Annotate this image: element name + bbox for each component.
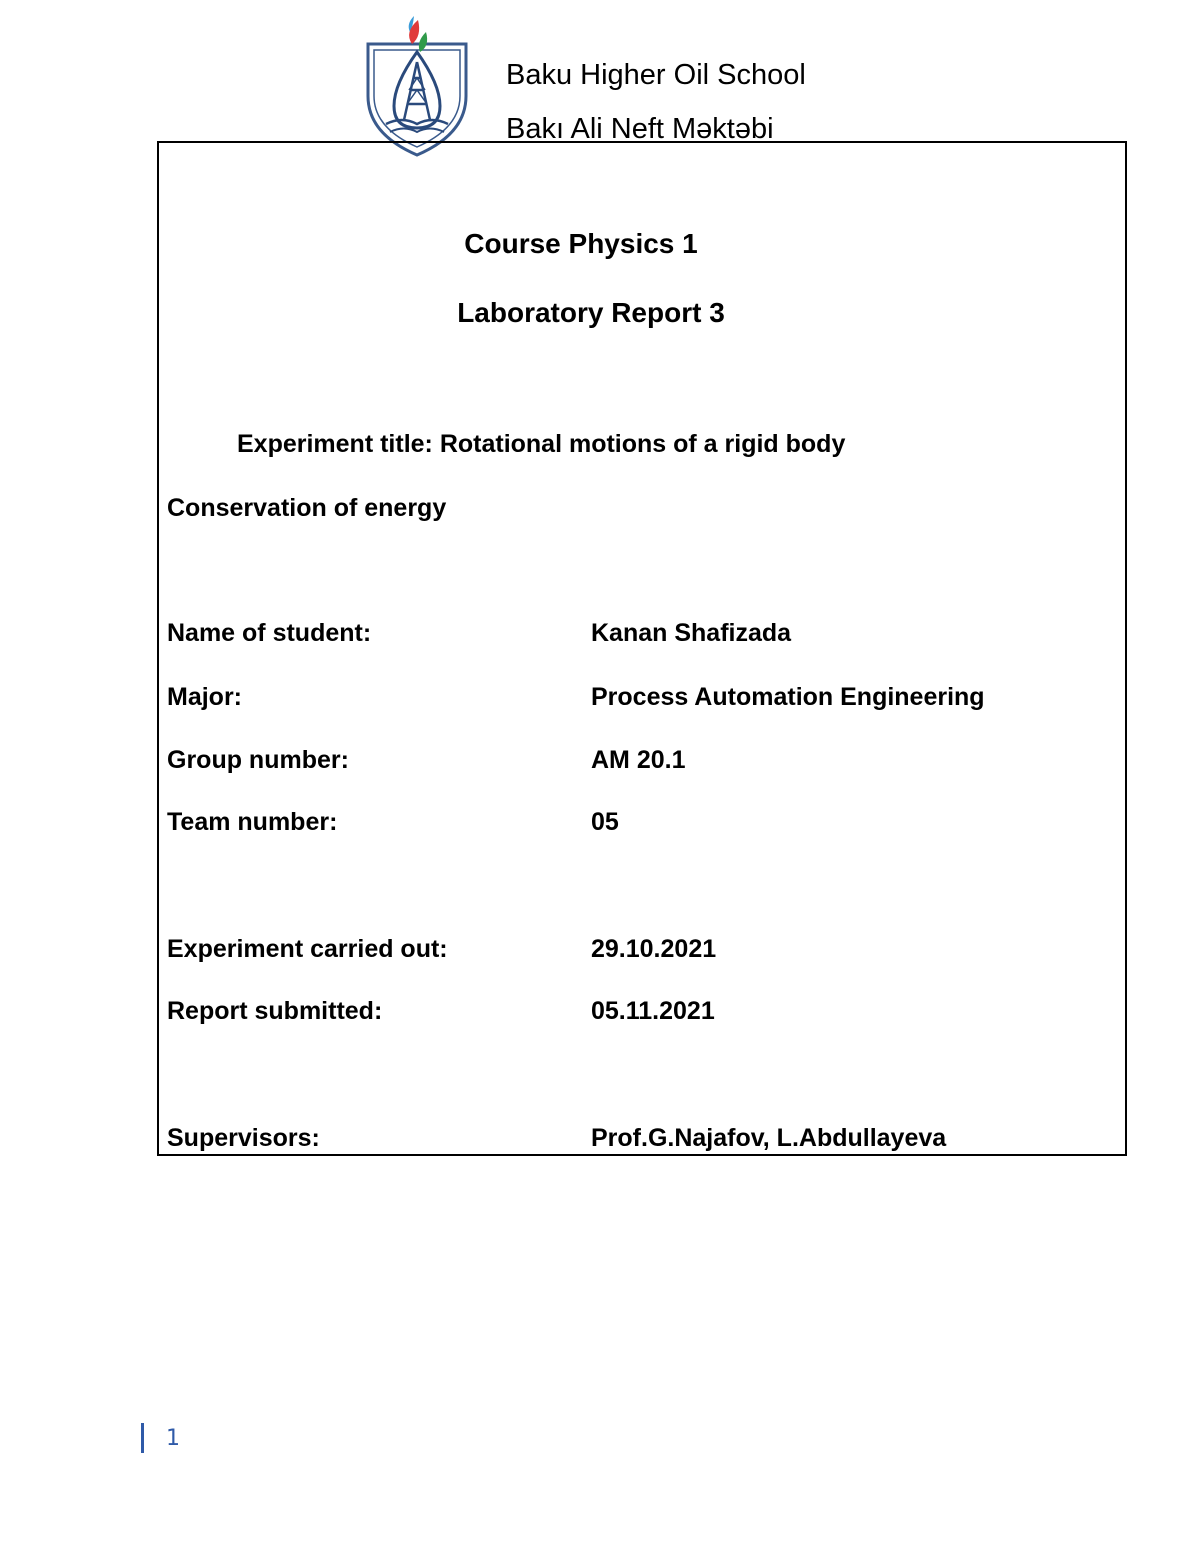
experiment-date-label: Experiment carried out: xyxy=(167,935,448,963)
major-label: Major: xyxy=(167,683,242,711)
page-number-text: 1 xyxy=(166,1425,180,1451)
school-name-english: Baku Higher Oil School xyxy=(506,59,806,91)
page-number-bar xyxy=(141,1423,144,1453)
school-logo-icon xyxy=(364,12,470,158)
supervisors-label: Supervisors: xyxy=(167,1124,320,1152)
student-name-label: Name of student: xyxy=(167,619,372,647)
course-title: Course Physics 1 xyxy=(464,228,698,259)
student-name-value: Kanan Shafizada xyxy=(591,619,792,647)
group-number-label: Group number: xyxy=(167,746,349,774)
supervisors-value: Prof.G.Najafov, L.Abdullayeva xyxy=(591,1124,947,1152)
experiment-title: Experiment title: Rotational motions of a rigid body xyxy=(237,430,846,458)
report-title: Laboratory Report 3 xyxy=(457,297,725,328)
team-number-value: 05 xyxy=(591,808,619,836)
submission-date-label: Report submitted: xyxy=(167,997,383,1025)
submission-date-value: 05.11.2021 xyxy=(591,997,715,1025)
team-number-label: Team number: xyxy=(167,808,338,836)
title-page-frame xyxy=(157,141,1127,1156)
experiment-subtitle: Conservation of energy xyxy=(167,494,447,522)
experiment-date-value: 29.10.2021 xyxy=(591,935,717,963)
school-name-azerbaijani: Bakı Ali Neft Məktəbi xyxy=(506,113,774,145)
group-number-value: AM 20.1 xyxy=(591,746,686,774)
major-value: Process Automation Engineering xyxy=(591,683,985,711)
page-number xyxy=(141,1423,180,1453)
